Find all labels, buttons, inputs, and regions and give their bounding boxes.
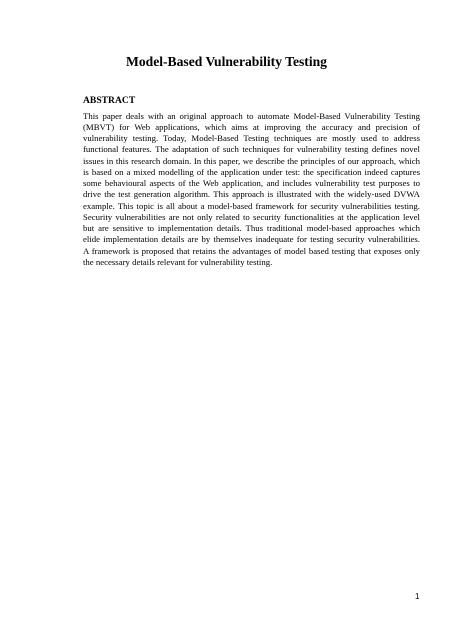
abstract-line: A framework is proposed that retains the advantages of model based testing that exposes only	[83, 245, 420, 256]
abstract-line: drive the test generation algorithm. This approach is illustrated with the widely-used DVWA	[83, 189, 420, 200]
abstract-line: (MBVT) for Web applications, which aims at improving the accuracy and precision of	[83, 121, 420, 132]
abstract-line: example. This topic is all about a model-based framework for security vulnerabilities testing.	[83, 200, 420, 211]
abstract-line: functional features. The adaptation of such techniques for vulnerability testing defines novel	[83, 144, 420, 155]
abstract-line: elide implementation details are by themselves inadequate for testing security vulnerabilities.	[83, 234, 420, 245]
abstract-line: This paper deals with an original approach to automate Model-Based Vulnerability Testing	[83, 110, 420, 121]
document-title: Model-Based Vulnerability Testing	[126, 54, 327, 69]
abstract-line: but are sensitive to implementation details. Thus traditional model-based approaches which	[83, 223, 420, 233]
abstract-line: some behavioural aspects of the Web application, and includes vulnerability test purposes to	[83, 178, 420, 188]
abstract-paragraph	[83, 111, 420, 269]
abstract-line: is based on a mixed modelling of the application under test: the specification indeed captures	[83, 166, 420, 177]
abstract-line: the necessary details relevant for vulnerability testing.	[83, 256, 273, 267]
abstract-line: issues in this research domain. In this paper, we describe the principles of our approach, which	[83, 155, 420, 166]
page-number: 1	[415, 592, 420, 601]
abstract-line: vulnerability testing. Today, Model-Based Testing techniques are mostly used to address	[83, 133, 420, 143]
abstract-line: Security vulnerabilities are not only related to security functionalities at the application level	[83, 211, 420, 222]
abstract-heading: ABSTRACT	[83, 95, 136, 106]
